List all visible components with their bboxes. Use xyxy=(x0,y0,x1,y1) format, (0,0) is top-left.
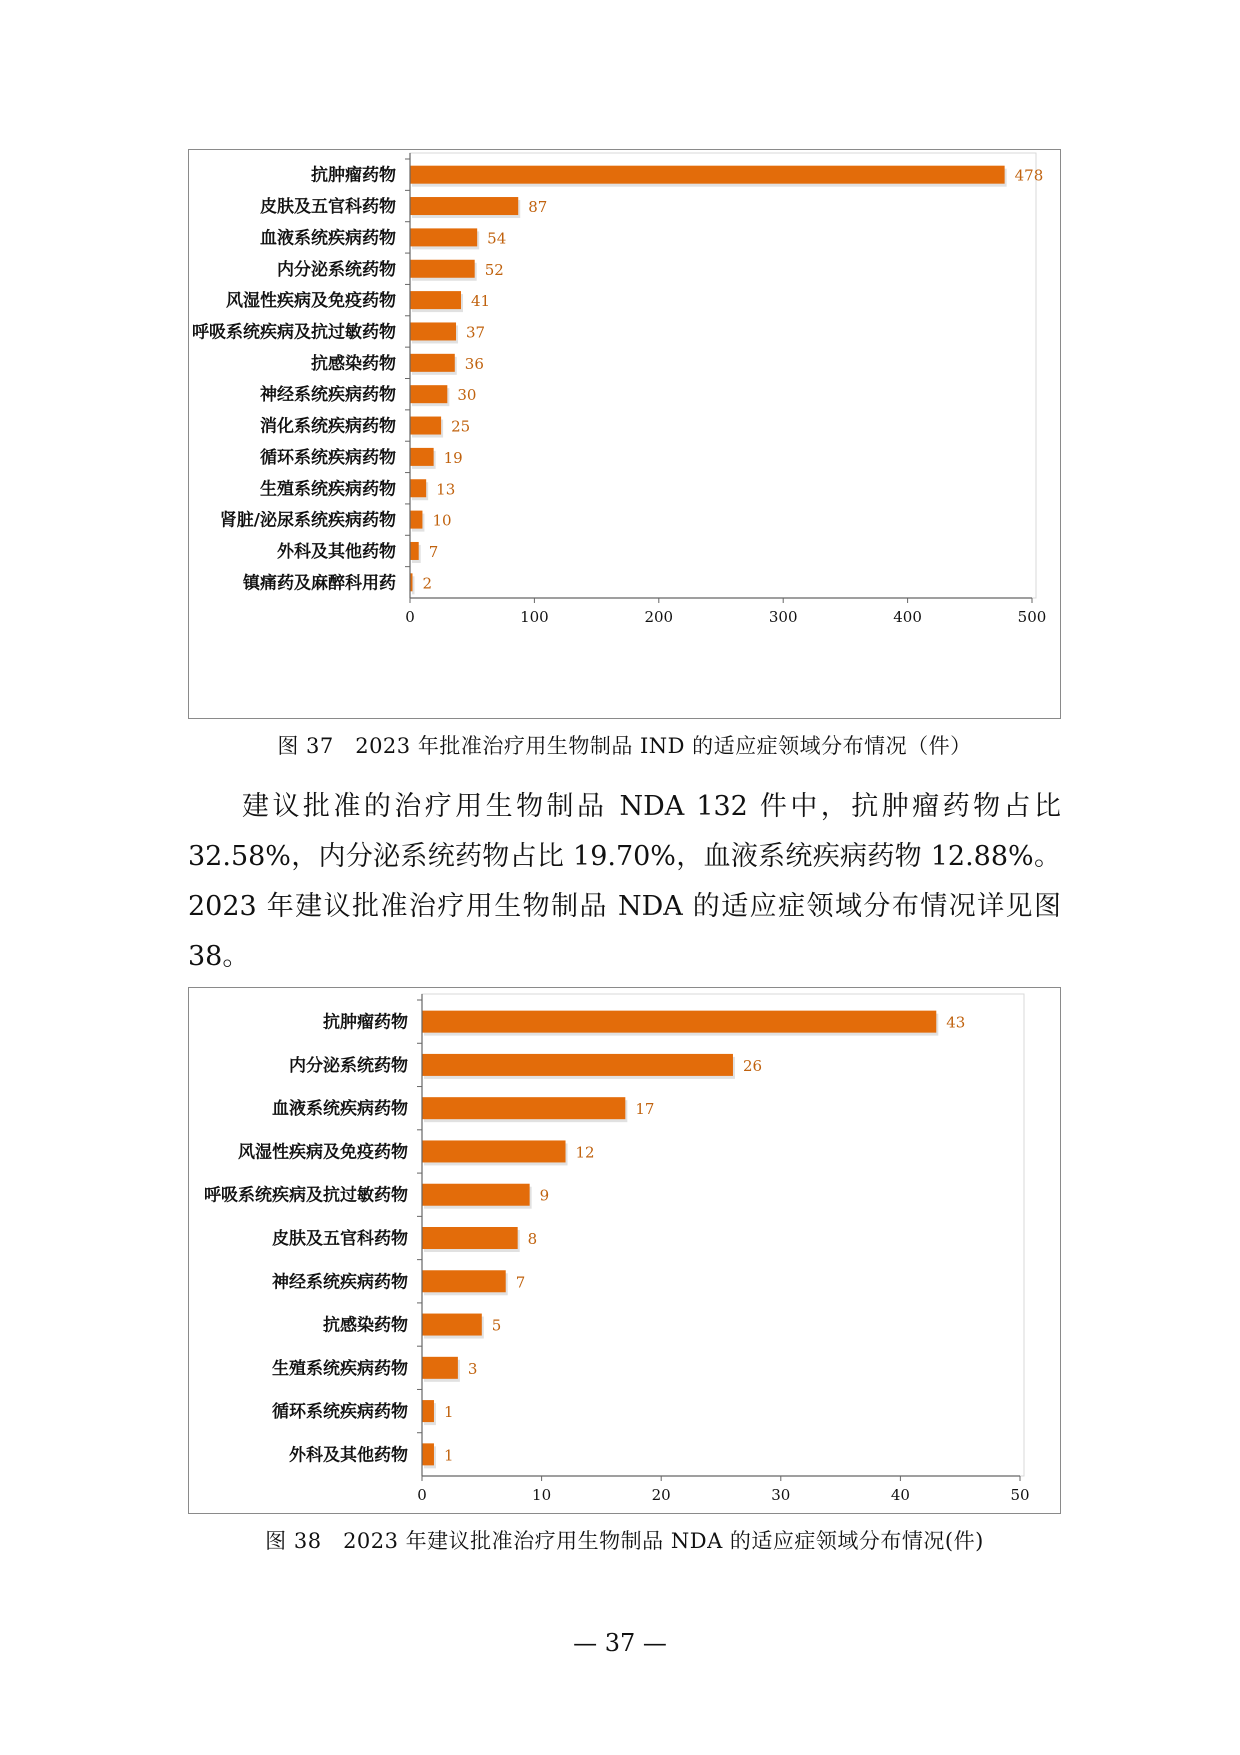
category-label: 风湿性疾病及免疫药物 xyxy=(238,1142,408,1163)
value-label: 54 xyxy=(487,229,507,248)
value-label: 30 xyxy=(457,386,477,405)
bar-12 xyxy=(410,542,419,560)
category-label: 肾脏/泌尿系统疾病药物 xyxy=(219,510,396,531)
x-tick-label: 0 xyxy=(417,1486,427,1504)
value-label: 87 xyxy=(528,198,548,217)
value-label: 9 xyxy=(539,1186,550,1205)
bar-3 xyxy=(410,260,475,278)
value-label: 25 xyxy=(451,417,471,436)
figure-37-caption: 图 37 2023 年批准治疗用生物制品 IND 的适应症领域分布情况（件） xyxy=(277,734,972,758)
bar-4 xyxy=(410,291,461,309)
category-label: 生殖系统疾病药物 xyxy=(260,479,396,500)
category-label: 外科及其他药物 xyxy=(289,1445,408,1466)
plot-area-border xyxy=(410,153,1036,598)
category-label: 循环系统疾病药物 xyxy=(272,1402,408,1423)
value-label: 478 xyxy=(1014,166,1044,185)
category-label: 风湿性疾病及免疫药物 xyxy=(226,291,396,312)
x-tick-label: 0 xyxy=(405,608,415,626)
bar-8 xyxy=(410,417,441,435)
value-label: 1 xyxy=(443,1446,454,1465)
body-paragraph: 建议批准的治疗用生物制品 NDA 132 件中，抗肿瘤药物占比 32.58%，内分泌系统药物占比 19.70%，血液系统疾病药物 12.88%。2023 年建议批准治疗用生物制品 NDA 的适应症领域分布情况详见图 38。 xyxy=(188,791,1061,972)
value-label: 19 xyxy=(443,448,463,467)
bar-7 xyxy=(422,1314,482,1336)
value-label: 36 xyxy=(464,354,484,373)
value-label: 10 xyxy=(432,511,452,530)
page-number: — 37 — xyxy=(573,1629,667,1657)
value-label: 8 xyxy=(527,1230,538,1248)
category-label: 抗肿瘤药物 xyxy=(323,1012,408,1033)
x-tick-label: 400 xyxy=(893,608,922,626)
bar-3 xyxy=(422,1140,566,1162)
value-label: 7 xyxy=(428,542,439,561)
category-label: 血液系统疾病药物 xyxy=(260,228,396,249)
bar-1 xyxy=(422,1054,733,1076)
category-label: 内分泌系统药物 xyxy=(277,259,396,280)
figure-38-caption: 图 38 2023 年建议批准治疗用生物制品 NDA 的适应症领域分布情况(件) xyxy=(265,1529,984,1553)
value-label: 13 xyxy=(436,480,456,499)
x-tick-label: 200 xyxy=(644,608,674,626)
value-label: 26 xyxy=(742,1056,763,1075)
category-label: 呼吸系统疾病及抗过敏药物 xyxy=(192,322,396,343)
value-label: 43 xyxy=(946,1013,966,1032)
value-label: 17 xyxy=(635,1100,655,1119)
bar-4 xyxy=(422,1184,530,1206)
bar-9 xyxy=(422,1400,434,1422)
bar-0 xyxy=(410,166,1005,184)
value-label: 5 xyxy=(491,1316,502,1335)
bar-10 xyxy=(422,1443,434,1465)
category-label: 抗感染药物 xyxy=(323,1315,408,1336)
category-label: 内分泌系统药物 xyxy=(289,1055,408,1076)
bar-2 xyxy=(410,228,477,246)
value-label: 41 xyxy=(471,292,491,311)
figure-37-svg xyxy=(189,150,1060,718)
category-label: 神经系统疾病药物 xyxy=(272,1272,408,1293)
category-label: 皮肤及五官科药物 xyxy=(272,1229,408,1249)
x-tick-label: 300 xyxy=(768,608,798,626)
bar-7 xyxy=(410,385,447,403)
x-tick-label: 100 xyxy=(520,608,549,626)
figure-38-chart xyxy=(188,987,1061,1514)
bar-5 xyxy=(410,322,456,340)
category-label: 消化系统疾病药物 xyxy=(260,416,396,437)
bar-6 xyxy=(422,1270,506,1292)
bar-8 xyxy=(422,1357,458,1379)
category-label: 外科及其他药物 xyxy=(277,541,396,562)
bar-5 xyxy=(422,1227,518,1249)
bar-0 xyxy=(422,1011,936,1033)
value-label: 3 xyxy=(467,1359,478,1378)
category-label: 镇痛药及麻醉科用药 xyxy=(243,573,396,594)
value-label: 7 xyxy=(515,1273,526,1292)
bar-1 xyxy=(410,197,518,215)
category-label: 生殖系统疾病药物 xyxy=(272,1358,408,1379)
category-label: 血液系统疾病药物 xyxy=(272,1099,408,1120)
bar-2 xyxy=(422,1097,625,1119)
x-tick-label: 50 xyxy=(1010,1486,1030,1504)
category-label: 抗肿瘤药物 xyxy=(311,165,396,186)
value-label: 1 xyxy=(443,1403,454,1422)
value-label: 2 xyxy=(422,574,433,593)
value-label: 37 xyxy=(466,323,486,342)
bar-9 xyxy=(410,448,434,466)
category-label: 循环系统疾病药物 xyxy=(260,447,396,468)
x-tick-label: 40 xyxy=(890,1486,910,1504)
x-tick-label: 30 xyxy=(771,1486,791,1504)
figure-38-svg xyxy=(189,988,1060,1513)
bar-6 xyxy=(410,354,455,372)
value-label: 52 xyxy=(484,260,504,279)
value-label: 12 xyxy=(575,1143,595,1162)
category-label: 神经系统疾病药物 xyxy=(260,385,396,406)
bar-11 xyxy=(410,511,422,529)
x-tick-label: 20 xyxy=(651,1486,671,1504)
x-tick-label: 500 xyxy=(1017,608,1047,626)
bar-10 xyxy=(410,479,426,497)
x-tick-label: 10 xyxy=(532,1486,552,1504)
category-label: 皮肤及五官科药物 xyxy=(260,197,396,218)
category-label: 抗感染药物 xyxy=(311,353,396,374)
figure-37-chart xyxy=(188,149,1061,719)
category-label: 呼吸系统疾病及抗过敏药物 xyxy=(204,1185,408,1206)
